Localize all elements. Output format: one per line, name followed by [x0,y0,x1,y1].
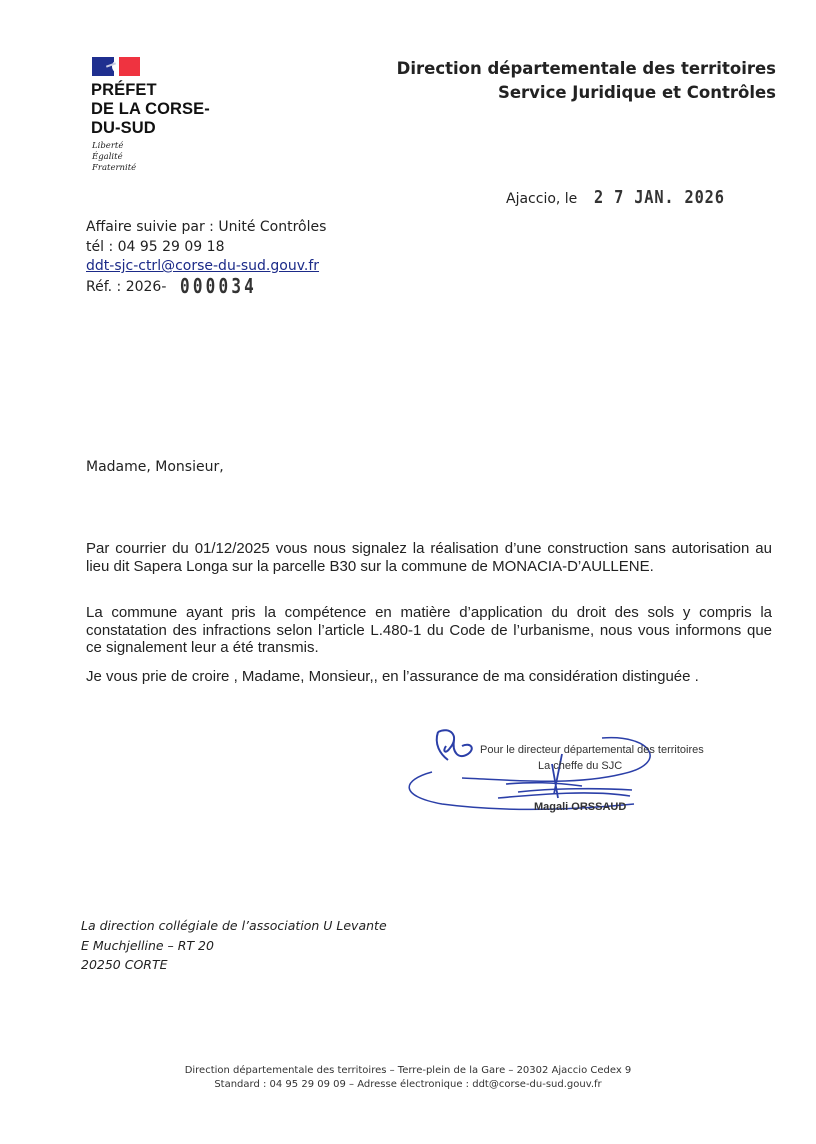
recipient-address [81,916,387,975]
signatory-name: Magali ORSSAUD [534,801,627,813]
direction-name: Direction départementale des territoires [396,59,776,78]
recipient-line: E Muchjelline – RT 20 [81,937,214,953]
motto-line: Fraternité [92,163,137,173]
signatory-role: La cheffe du SJC [538,760,623,772]
issuing-service [397,57,776,105]
signatory-title: Pour le directeur départemental des territoires [480,744,704,756]
prefecture-title [91,81,210,138]
marianne-flag-icon [92,57,140,76]
place-label: Ajaccio, le [506,191,578,207]
flag-red-band [119,57,140,76]
prefecture-title-line: DU-SUD [91,119,156,137]
body-paragraph-2: La commune ayant pris la compétence en matière d’application du droit des sols y compris la constatation des infractions selon l’article L.480-1 du Code de l’urbanisme, nous vous informons que ce signalement leur a été transmis. [86,604,772,656]
case-email-link[interactable]: ddt-sjc-ctrl@corse-du-sud.gouv.fr [86,258,320,274]
reference-line [86,273,326,298]
place-and-date [506,187,748,208]
signature-block [402,724,722,824]
flag-blue-band [92,57,114,76]
footer-address: Direction départementale des territoires – Terre-plein de la Gare – 20302 Ajaccio Cedex 9 [184,1065,632,1076]
footer-contact [0,1078,816,1092]
republic-motto [92,141,136,174]
reference-number-stamp: 000034 [180,273,258,298]
salutation: Madame, Monsieur, [86,459,224,475]
recipient-line: 20250 CORTE [81,957,168,972]
prefecture-title-line: PRÉFET [91,81,157,99]
case-info [86,218,326,297]
reference-label: Réf. : 2026- [86,278,167,295]
page-footer [0,1064,816,1092]
footer-email-link[interactable]: ddt@corse-du-sud.gouv.fr [472,1079,602,1090]
motto-line: Égalité [92,152,123,162]
prefecture-title-line: DE LA CORSE- [91,100,210,118]
service-name: Service Juridique et Contrôles [497,83,776,102]
recipient-line: La direction collégiale de l’association U Levante [81,918,387,933]
footer-phone: Standard : 04 95 29 09 09 – Adresse électronique : [214,1079,473,1090]
case-phone: tél : 04 95 29 09 18 [86,238,225,255]
motto-line: Liberté [92,141,124,151]
date-stamp: 2 7 JAN. 2026 [593,187,725,208]
closing-formula: Je vous prie de croire , Madame, Monsieur,, en l’assurance de ma considération distinguée . [86,668,699,685]
case-handler: Affaire suivie par : Unité Contrôles [86,219,327,235]
body-paragraph-1: Par courrier du 01/12/2025 vous nous signalez la réalisation d’une construction sans autorisation au lieu dit Sapera Longa sur la parcelle B30 sur la commune de MONACIA-D’AULLENE. [86,540,772,575]
